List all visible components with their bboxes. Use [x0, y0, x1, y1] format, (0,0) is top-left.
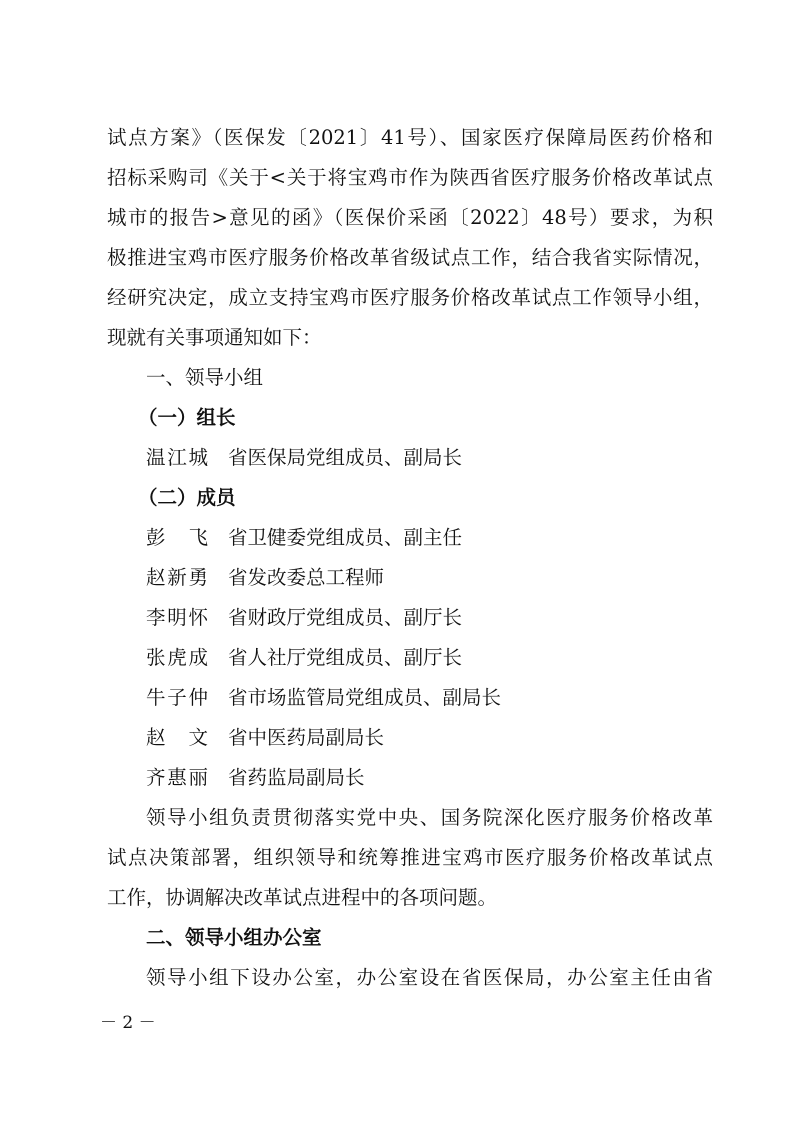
member-role: 省财政厅党组成员、副厅长: [228, 606, 463, 629]
intro-line-3: 城市的报告>意见的函》（医保价采函〔2022〕48号）要求，为积: [107, 206, 713, 229]
intro-line-5: 经研究决定，成立支持宝鸡市医疗服务价格改革试点工作领导小组，: [107, 286, 713, 309]
member-role: 省中医药局副局长: [228, 726, 385, 749]
member-name: 牛子仲: [146, 686, 208, 709]
intro-line-1: 试点方案》（医保发〔2021〕41号）、国家医疗保障局医药价格和: [107, 126, 713, 149]
intro-line-4: 极推进宝鸡市医疗服务价格改革省级试点工作，结合我省实际情况，: [107, 246, 713, 269]
member-role: 省发改委总工程师: [228, 566, 385, 589]
subsection-leader-heading: （一）组长: [138, 406, 236, 429]
member-role: 省卫健委党组成员、副主任: [228, 526, 463, 549]
duty-line-2: 试点决策部署，组织领导和统筹推进宝鸡市医疗服务价格改革试点: [107, 846, 713, 869]
member-name: 张虎成: [146, 646, 208, 669]
member-role: 省药监局副局长: [228, 766, 365, 789]
section2-text: 领导小组下设办公室，办公室设在省医保局，办公室主任由省: [146, 966, 713, 989]
member-name: 齐惠丽: [146, 766, 208, 789]
duty-line-1: 领导小组负责贯彻落实党中央、国务院深化医疗服务价格改革: [146, 806, 713, 829]
member-name: 李明怀: [146, 606, 208, 629]
section1-heading: 一、领导小组: [146, 366, 264, 389]
duty-line-3: 工作，协调解决改革试点进程中的各项问题。: [107, 886, 498, 909]
intro-line-2: 招标采购司《关于<关于将宝鸡市作为陕西省医疗服务价格改革试点: [107, 166, 713, 189]
subsection-members-heading: （二）成员: [138, 486, 236, 509]
member-name: 赵新勇: [146, 566, 208, 589]
intro-line-6: 现就有关事项通知如下：: [107, 326, 322, 349]
member-name: 赵文: [146, 726, 208, 749]
leader-role: 省医保局党组成员、副局长: [228, 446, 463, 469]
page-number: － 2 －: [100, 1013, 156, 1033]
leader-name: 温江城: [146, 446, 208, 469]
member-name: 彭飞: [146, 526, 208, 549]
section2-heading: 二、领导小组办公室: [146, 926, 322, 949]
member-role: 省市场监管局党组成员、副局长: [228, 686, 502, 709]
member-role: 省人社厅党组成员、副厅长: [228, 646, 463, 669]
